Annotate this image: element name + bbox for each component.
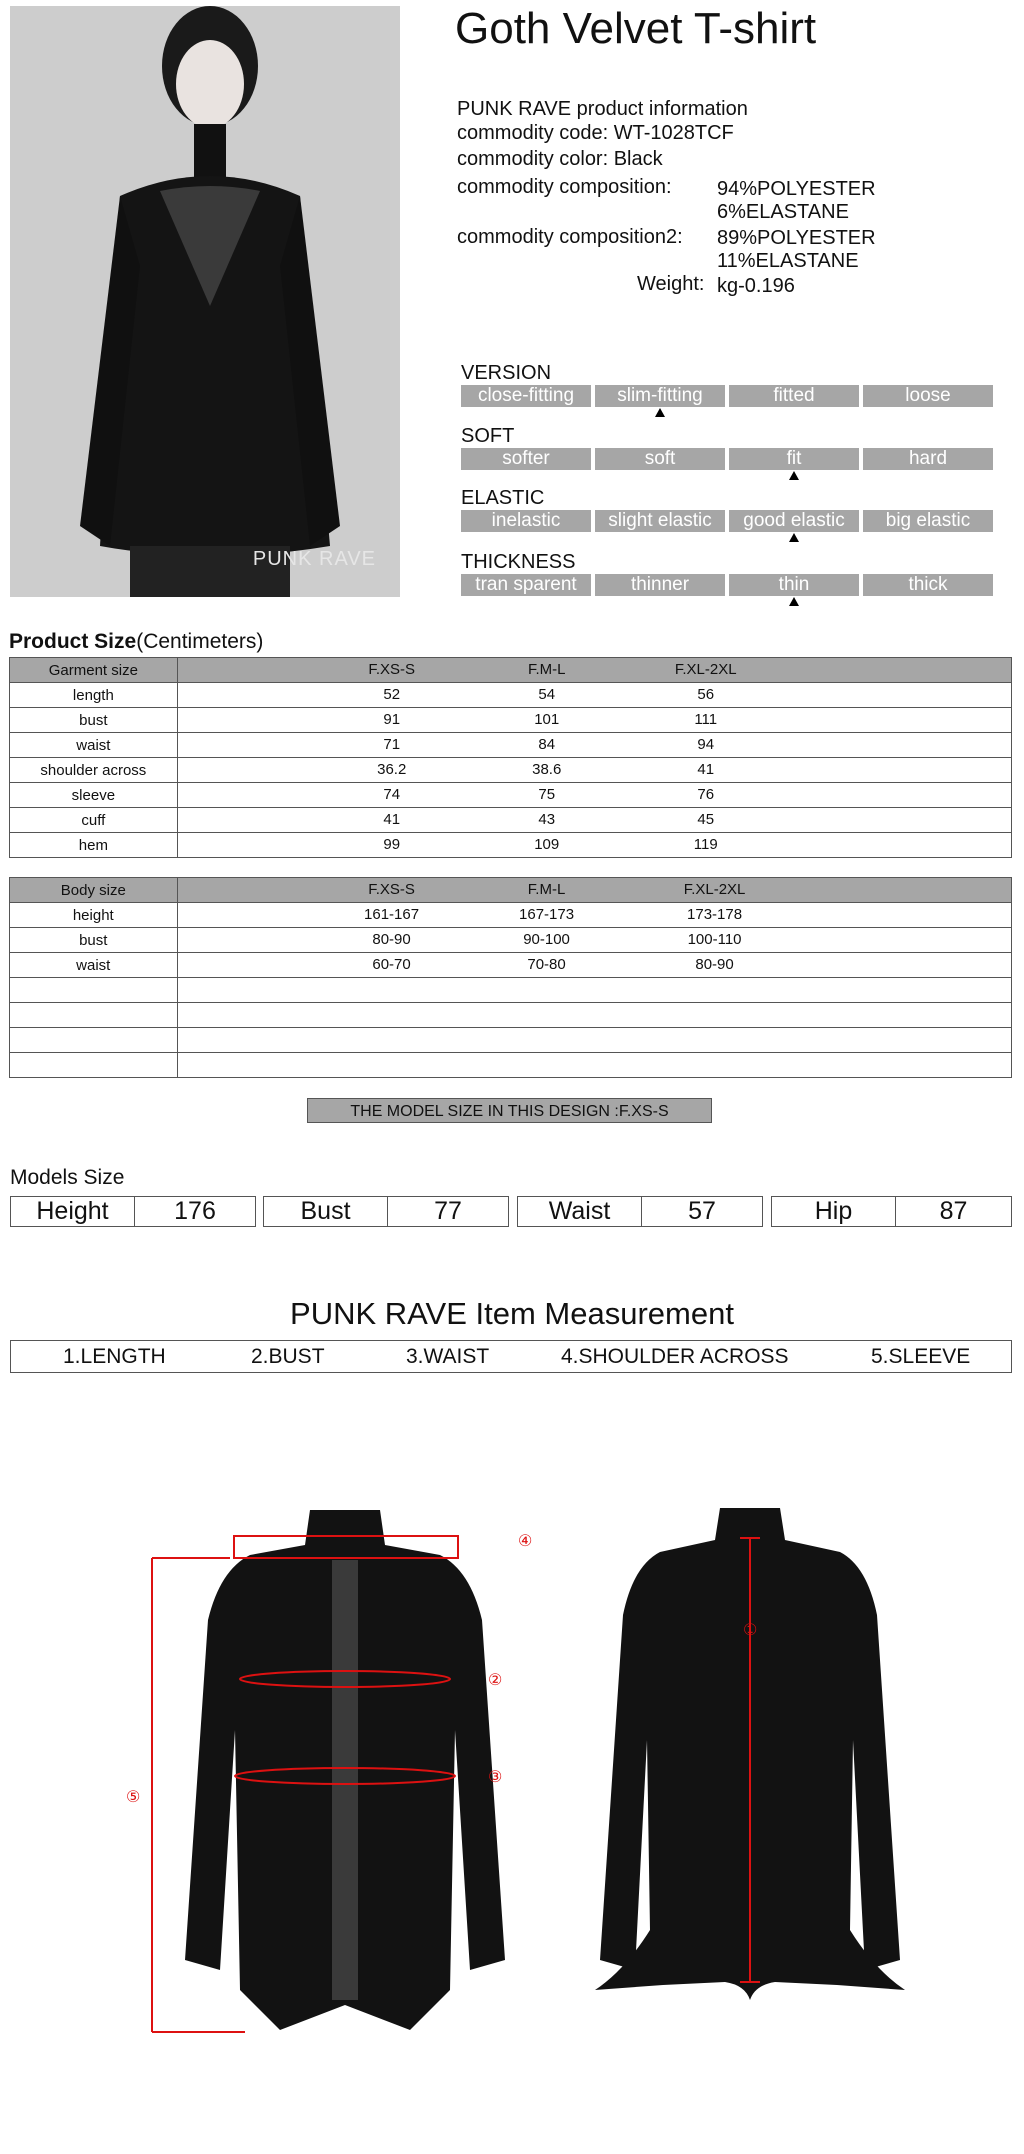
row-values: [177, 1003, 1011, 1028]
table-cell: 80-90: [695, 956, 734, 973]
table-row: [10, 903, 1012, 928]
table-header-row: [10, 878, 1012, 903]
rating-scale: [461, 385, 993, 407]
rating-option: fit: [729, 448, 859, 470]
table-cell: [487, 1028, 607, 1052]
marker-waist: ③: [488, 1769, 503, 1786]
rating-selected-marker: [789, 471, 799, 480]
model-measure-label: Height: [11, 1197, 135, 1226]
rating-label: SOFT: [461, 425, 515, 447]
row-label: [10, 978, 178, 1003]
marker-sleeve: ⑤: [126, 1789, 141, 1806]
product-title: Goth Velvet T-shirt: [455, 4, 817, 53]
table-cell: 45: [697, 811, 715, 828]
table-cell: 109: [534, 836, 560, 853]
model-measure-value: 57: [688, 1197, 716, 1225]
row-label: [10, 1003, 178, 1028]
table-cell: [655, 1028, 775, 1052]
model-measure-value: 77: [434, 1197, 462, 1225]
table-row: [10, 1053, 1012, 1078]
row-label: cuff: [10, 808, 178, 833]
row-label: shoulder across: [10, 758, 178, 783]
table-row: [10, 758, 1012, 783]
row-values: [177, 708, 1011, 733]
row-label: height: [10, 903, 178, 928]
table-cell: 111: [694, 711, 718, 728]
rating-option: fitted: [729, 385, 859, 407]
rating-option: good elastic: [729, 510, 859, 532]
row-label: bust: [10, 708, 178, 733]
table-cell: 38.6: [532, 761, 562, 778]
table-row: [10, 833, 1012, 858]
table-cell: 173-178: [687, 906, 743, 923]
model-measure-box: [771, 1196, 1012, 1227]
table-cell: 70-80: [527, 956, 566, 973]
table-cell: 43: [538, 811, 556, 828]
weight-label: Weight:: [637, 273, 705, 295]
rating-option: thin: [729, 574, 859, 596]
size-header-cell: F.M-L: [527, 661, 566, 678]
measurement-item: 4.SHOULDER ACROSS: [561, 1345, 789, 1368]
table-cell: 54: [538, 686, 556, 703]
lace-panel: [332, 1560, 358, 2000]
rating-scale: [461, 448, 993, 470]
product-size-title-text: Product Size: [9, 630, 137, 653]
table-row: [10, 783, 1012, 808]
composition-label: commodity composition:: [457, 176, 672, 198]
row-values: [177, 833, 1011, 858]
table-cell: [487, 1003, 607, 1027]
rating-selected-marker: [655, 408, 665, 417]
rating-selected-marker: [789, 533, 799, 542]
table-cell: 100-110: [687, 931, 742, 948]
code-label: commodity code:: [457, 122, 609, 144]
row-values: [177, 1028, 1011, 1053]
row-label: [10, 1053, 178, 1078]
table-row: [10, 1003, 1012, 1028]
rating-label: THICKNESS: [461, 551, 576, 573]
table-row: [10, 733, 1012, 758]
composition2-label: commodity composition2:: [457, 226, 683, 248]
commodity-color: [457, 147, 663, 171]
rating-option: tran sparent: [461, 574, 591, 596]
product-size-title: [9, 630, 263, 654]
rating-selected-marker: [789, 597, 799, 606]
row-label: waist: [10, 953, 178, 978]
model-measure-box: [263, 1196, 509, 1227]
garment-back-diagram: [575, 1500, 925, 2080]
table-cell: [332, 1028, 452, 1052]
table-cell: [655, 1053, 775, 1077]
row-values: [177, 758, 1011, 783]
product-photo: [10, 6, 400, 597]
rating-option: loose: [863, 385, 993, 407]
garment-size-table: [9, 657, 1012, 858]
measurement-item: 1.LENGTH: [63, 1345, 166, 1368]
garment-front-diagram: [110, 1500, 580, 2080]
table-cell: 80-90: [372, 931, 411, 948]
marker-bust: ②: [488, 1672, 503, 1689]
info-header: PUNK RAVE product information: [457, 98, 748, 120]
row-values: [177, 953, 1011, 978]
size-header-cell: F.XS-S: [368, 661, 416, 678]
row-values: [177, 978, 1011, 1003]
row-label: hem: [10, 833, 178, 858]
rating-option: soft: [595, 448, 725, 470]
composition2-value-1: 89%POLYESTER: [717, 227, 876, 249]
table-row: [10, 928, 1012, 953]
table-cell: 99: [383, 836, 401, 853]
row-label: sleeve: [10, 783, 178, 808]
size-header-cell: F.XL-2XL: [674, 661, 737, 678]
table-cell: [332, 978, 452, 1002]
table-cell: 41: [383, 811, 401, 828]
table-row: [10, 708, 1012, 733]
rating-option: slim-fitting: [595, 385, 725, 407]
model-measure-value: 87: [939, 1197, 968, 1225]
measurement-item: 5.SLEEVE: [871, 1345, 971, 1368]
table-row: [10, 1028, 1012, 1053]
table-cell: 84: [538, 736, 556, 753]
model-design-size-banner: THE MODEL SIZE IN THIS DESIGN :F.XS-S: [307, 1098, 712, 1123]
row-label: [10, 1028, 178, 1053]
size-header-cell: F.M-L: [527, 881, 566, 898]
size-header-cell: F.XS-S: [368, 881, 415, 898]
table-cell: [487, 978, 607, 1002]
model-measure-box: [517, 1196, 763, 1227]
table-cell: 161-167: [364, 906, 420, 923]
table-header-sizes: [177, 658, 1011, 683]
model-measure-box: [10, 1196, 256, 1227]
table-header-row: [10, 658, 1012, 683]
table-header-sizes: [177, 878, 1011, 903]
table-cell: 94: [697, 736, 715, 753]
color-label: commodity color:: [457, 148, 609, 170]
table-cell: 101: [534, 711, 560, 728]
models-size-title: Models Size: [10, 1166, 125, 1189]
photo-watermark: PUNK RAVE: [252, 548, 376, 570]
model-measure-value: 176: [174, 1197, 216, 1225]
table-row: [10, 808, 1012, 833]
size-header-cell: F.XL-2XL: [683, 881, 746, 898]
rating-option: thinner: [595, 574, 725, 596]
table-header-label: Body size: [10, 878, 178, 903]
table-cell: 76: [697, 786, 715, 803]
table-cell: 91: [383, 711, 401, 728]
row-values: [177, 808, 1011, 833]
table-cell: 167-173: [519, 906, 575, 923]
table-cell: [655, 978, 775, 1002]
rating-label: VERSION: [461, 362, 552, 384]
marker-length: ①: [743, 1622, 758, 1639]
rating-scale: [461, 574, 993, 596]
row-values: [177, 903, 1011, 928]
rating-option: softer: [461, 448, 591, 470]
product-size-unit: (Centimeters): [136, 630, 264, 653]
weight-value: kg-0.196: [717, 275, 795, 297]
row-values: [177, 683, 1011, 708]
table-row: [10, 978, 1012, 1003]
table-row: [10, 953, 1012, 978]
table-header-label: Garment size: [10, 658, 178, 683]
table-cell: [487, 1053, 607, 1077]
model-measure-label: Waist: [518, 1197, 642, 1226]
row-label: waist: [10, 733, 178, 758]
rating-option: inelastic: [461, 510, 591, 532]
measurement-item: 3.WAIST: [406, 1345, 490, 1368]
rating-option: slight elastic: [595, 510, 725, 532]
table-cell: 56: [697, 686, 715, 703]
rating-label: ELASTIC: [461, 487, 545, 509]
commodity-code: [457, 121, 734, 145]
color-value: Black: [613, 148, 663, 170]
row-label: length: [10, 683, 178, 708]
row-values: [177, 1053, 1011, 1078]
rating-option: big elastic: [863, 510, 993, 532]
table-cell: [332, 1003, 452, 1027]
table-row: [10, 683, 1012, 708]
table-cell: 71: [383, 736, 401, 753]
model-measure-label: Bust: [264, 1197, 388, 1226]
row-label: bust: [10, 928, 178, 953]
table-cell: 75: [538, 786, 556, 803]
table-cell: 60-70: [372, 956, 411, 973]
table-cell: 36.2: [377, 761, 407, 778]
model-measure-label: Hip: [772, 1197, 896, 1226]
code-value: WT-1028TCF: [613, 122, 734, 144]
table-cell: 52: [383, 686, 401, 703]
rating-scale: [461, 510, 993, 532]
table-cell: 41: [697, 761, 715, 778]
composition2-value-2: 11%ELASTANE: [717, 250, 859, 272]
row-values: [177, 783, 1011, 808]
measurement-legend: [10, 1340, 1012, 1373]
table-cell: 119: [693, 836, 718, 853]
table-cell: 74: [383, 786, 401, 803]
row-values: [177, 928, 1011, 953]
table-cell: 90-100: [523, 931, 570, 948]
rating-option: hard: [863, 448, 993, 470]
row-values: [177, 733, 1011, 758]
composition-value-2: 6%ELASTANE: [717, 201, 849, 223]
rating-option: thick: [863, 574, 993, 596]
table-cell: [655, 1003, 775, 1027]
marker-shoulder: ④: [518, 1533, 533, 1550]
composition-value-1: 94%POLYESTER: [717, 178, 876, 200]
model-photo-illustration: [10, 6, 400, 597]
measurement-item: 2.BUST: [251, 1345, 325, 1368]
rating-option: close-fitting: [461, 385, 591, 407]
table-cell: [332, 1053, 452, 1077]
body-size-table: [9, 877, 1012, 1078]
measurement-title: PUNK RAVE Item Measurement: [290, 1296, 734, 1331]
